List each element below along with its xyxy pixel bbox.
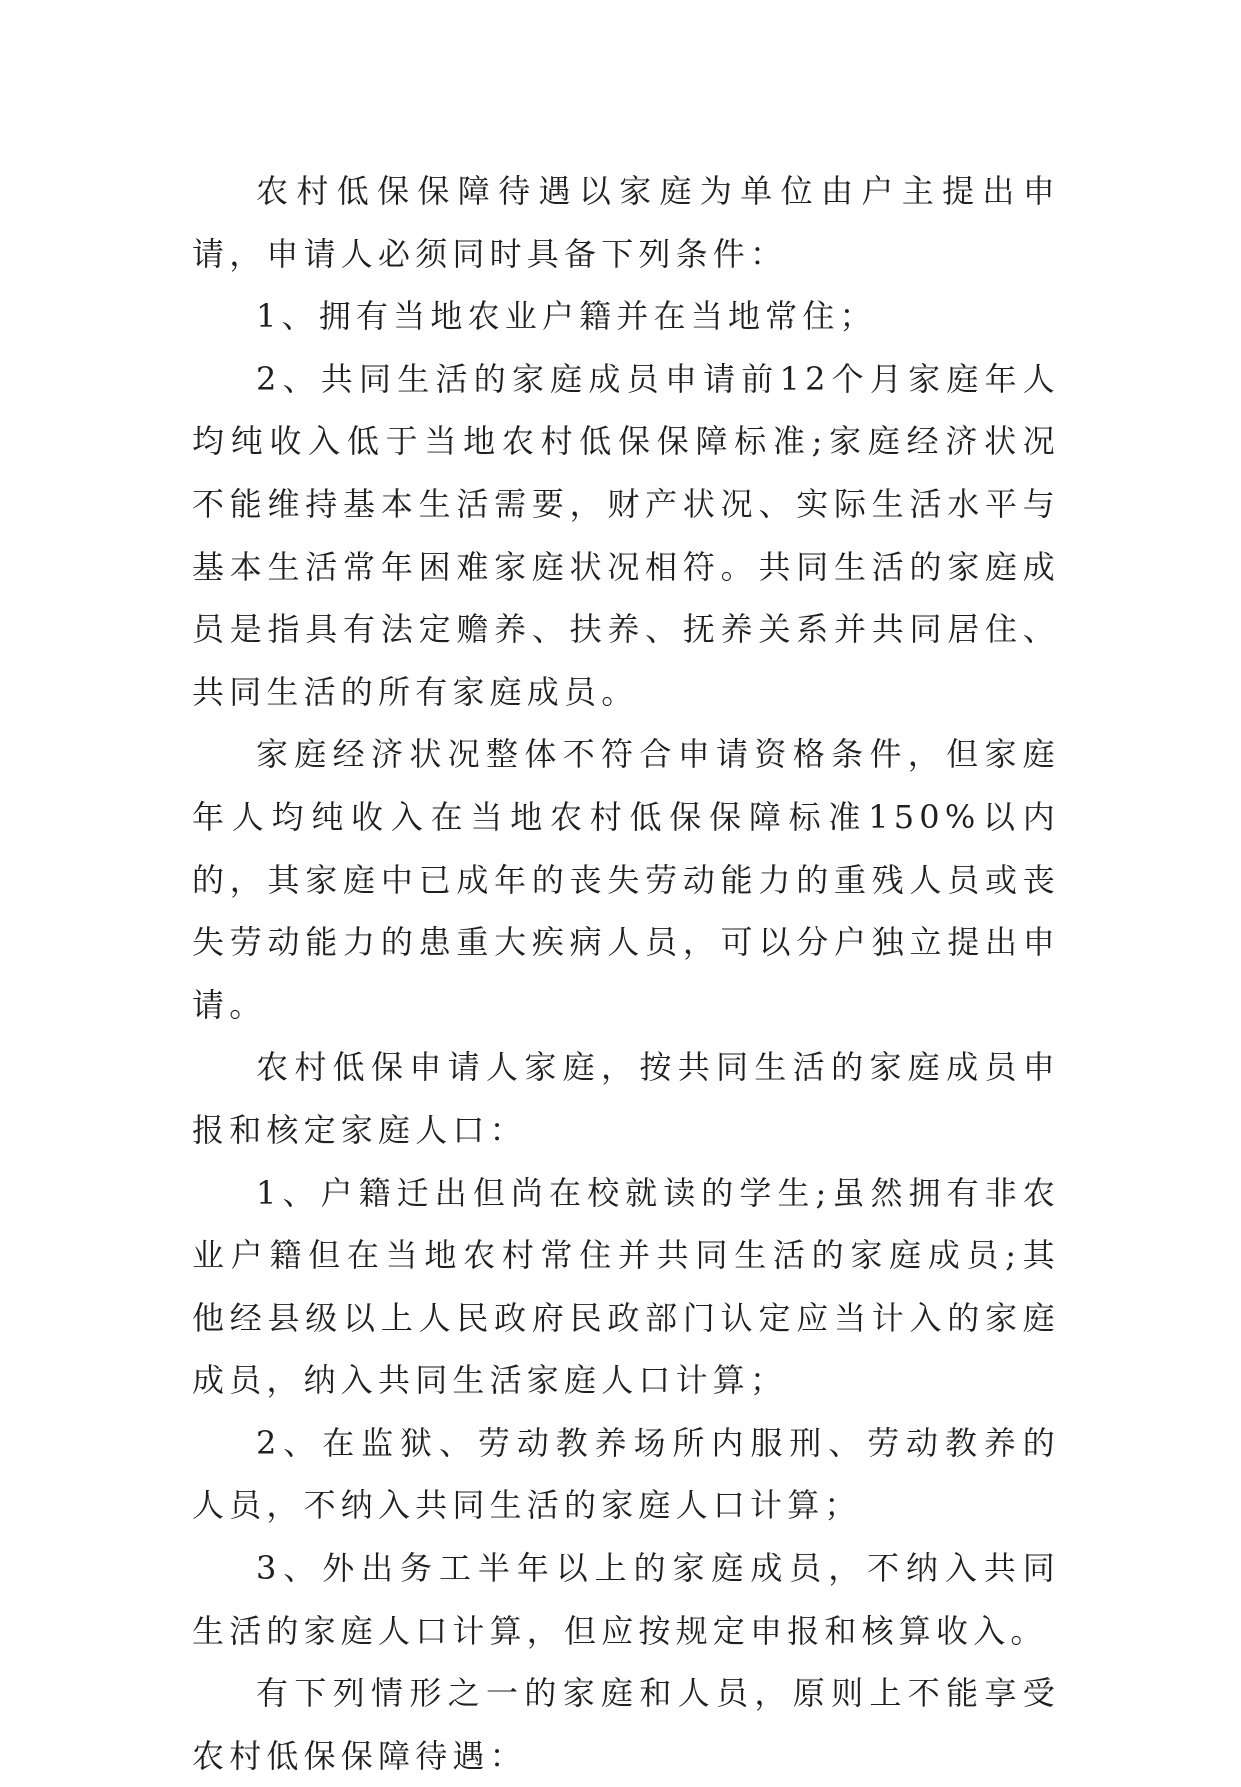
paragraph-application-conditions: 农村低保保障待遇以家庭为单位由户主提出申请，申请人必须同时具备下列条件： [192,172,1060,273]
paragraph-condition-1: 1、拥有当地农业户籍并在当地常住； [256,297,877,336]
paragraph-household-population: 农村低保申请人家庭，按共同生活的家庭成员申报和核定家庭人口： [192,1048,1060,1149]
paragraph-ineligible-cases: 有下列情形之一的家庭和人员，原则上不能享受农村低保保障待遇： [192,1674,1060,1775]
paragraph-separate-household: 家庭经济状况整体不符合申请资格条件，但家庭年人均纯收入在当地农村低保保障标准150%以内的，其家庭中已成年的丧失劳动能力的重残人员或丧失劳动能力的患重大疾病人员，可以分户独立提出申请。 [192,735,1060,1024]
document-body [192,160,1060,1787]
paragraph-population-rule-3: 3、外出务工半年以上的家庭成员，不纳入共同生活的家庭人口计算，但应按规定申报和核算收入。 [192,1549,1060,1650]
paragraph-population-rule-1: 1、户籍迁出但尚在校就读的学生;虽然拥有非农业户籍但在当地农村常住并共同生活的家庭成员;其他经县级以上人民政府民政部门认定应当计入的家庭成员，纳入共同生活家庭人口计算； [192,1173,1060,1400]
paragraph-condition-2: 2、共同生活的家庭成员申请前12个月家庭年人均纯收入低于当地农村低保保障标准;家庭经济状况不能维持基本生活需要，财产状况、实际生活水平与基本生活常年困难家庭状况相符。共同生活的家庭成员是指具有法定赡养、扶养、抚养关系并共同居住、共同生活的所有家庭成员。 [192,359,1060,711]
paragraph-population-rule-2: 2、在监狱、劳动教养场所内服刑、劳动教养的人员，不纳入共同生活的家庭人口计算； [192,1423,1060,1525]
